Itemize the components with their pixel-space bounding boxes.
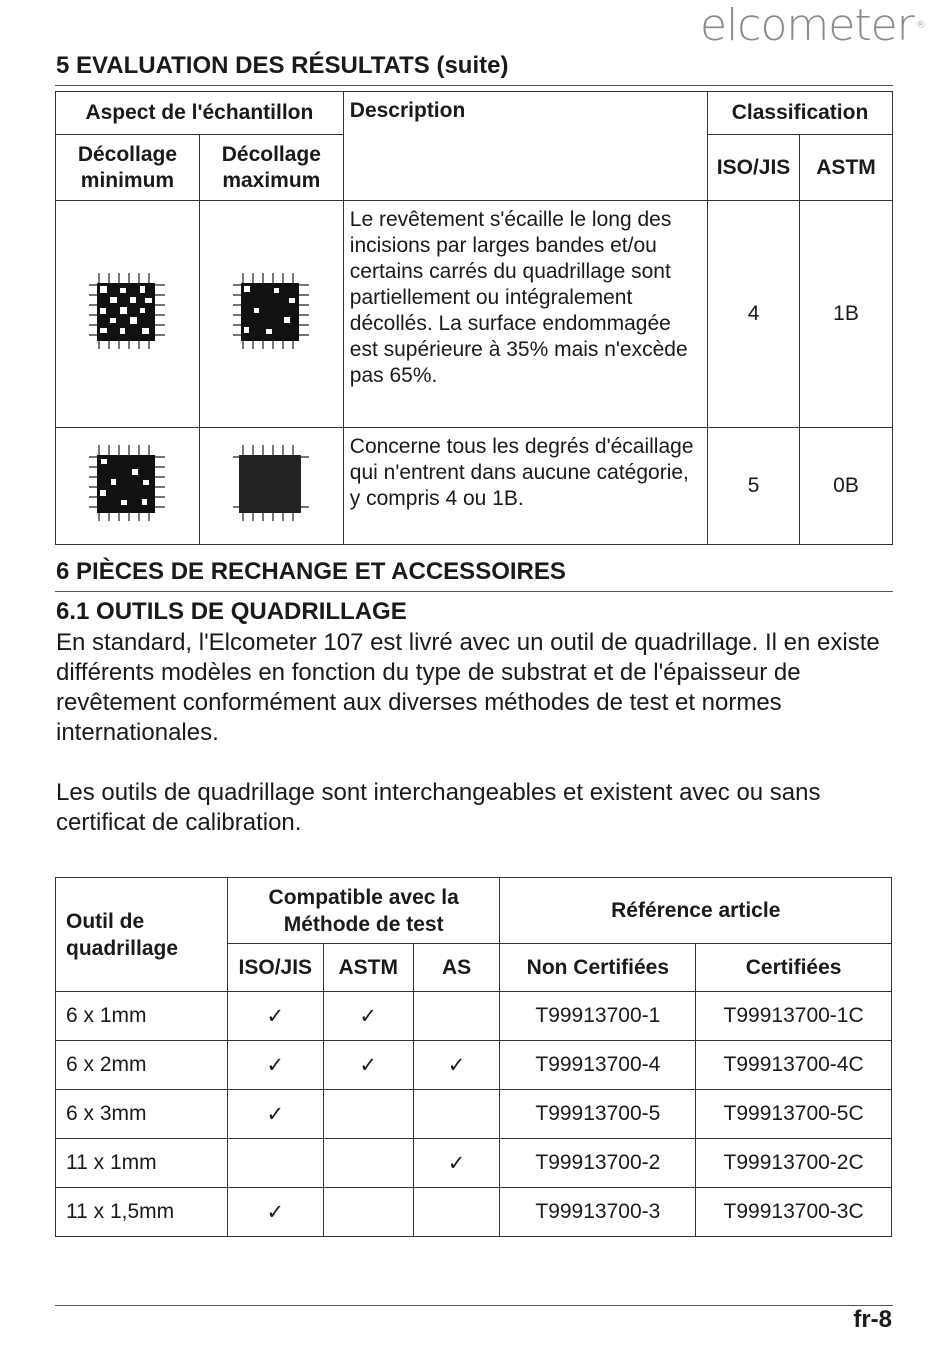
reference-header: Référence article <box>500 878 892 944</box>
intro-paragraph: En standard, l'Elcometer 107 est livré avec un outil de quadrillage. Il en existe différents modèles en fonction du type de substrat et de l'épaisseur de revêtement conformément aux diverses méthodes de test et normes internationales. <box>56 629 880 746</box>
evaluation-table <box>55 91 893 545</box>
non-certified-ref: T99913700-5 <box>500 1090 696 1139</box>
iso-check-icon: ✓ <box>227 1188 323 1237</box>
crosshatch-min-pattern-icon <box>87 443 167 523</box>
iso-jis-header: ISO/JIS <box>227 944 323 992</box>
certified-ref: T99913700-3C <box>696 1188 892 1237</box>
iso-jis-value: 4 <box>708 201 800 428</box>
description-header: Description <box>343 92 707 201</box>
certified-header: Certifiées <box>696 944 892 992</box>
certified-ref: T99913700-5C <box>696 1090 892 1139</box>
tool-size: 6 x 1mm <box>56 992 228 1041</box>
tool-size: 6 x 3mm <box>56 1090 228 1139</box>
astm-value: 1B <box>800 201 893 428</box>
tool-size: 11 x 1,5mm <box>56 1188 228 1237</box>
iso-jis-value: 5 <box>708 428 800 545</box>
description-cell: Le revêtement s'écaille le long des incisions par larges bandes et/ou certains carrés du quadrillage sont partiellement ou intégralement décollés. La surface endommagée est supérieure à 35% mais n'excède pas 65%. <box>343 201 707 428</box>
description-cell: Concerne tous les degrés d'écaillage qui n'entrent dans aucune catégorie, y compris 4 ou 1B. <box>343 428 707 545</box>
table-row <box>56 992 892 1041</box>
as-check-icon: ✓ <box>413 1041 500 1090</box>
astm-header: ASTM <box>323 944 413 992</box>
compat-header: Compatible avec la Méthode de test <box>227 878 500 944</box>
footer-divider <box>55 1305 893 1306</box>
as-check-icon: ✓ <box>413 1139 500 1188</box>
max-peel-header: Décollage maximum <box>199 135 343 201</box>
table-row <box>56 1139 892 1188</box>
astm-header: ASTM <box>800 135 893 201</box>
as-check-icon <box>413 1188 500 1237</box>
non-certified-ref: T99913700-3 <box>500 1188 696 1237</box>
crosshatch-min-pattern-icon <box>87 271 167 351</box>
sample-min-cell <box>56 201 200 428</box>
iso-check-icon: ✓ <box>227 992 323 1041</box>
iso-check-icon: ✓ <box>227 1090 323 1139</box>
certified-ref: T99913700-4C <box>696 1041 892 1090</box>
tool-size: 11 x 1mm <box>56 1139 228 1188</box>
non-certified-ref: T99913700-1 <box>500 992 696 1041</box>
astm-check-icon: ✓ <box>323 992 413 1041</box>
tool-header: Outil de quadrillage <box>56 878 228 992</box>
cross-hatch-tools-table <box>55 877 892 1237</box>
astm-check-icon <box>323 1139 413 1188</box>
table-row <box>56 1041 892 1090</box>
sample-max-cell <box>199 201 343 428</box>
min-peel-header: Décollage minimum <box>56 135 200 201</box>
aspect-header: Aspect de l'échantillon <box>56 92 344 135</box>
interchangeable-paragraph: Les outils de quadrillage sont interchangeables et existent avec ou sans certificat de calibration. <box>56 779 821 836</box>
iso-check-icon <box>227 1139 323 1188</box>
iso-jis-header: ISO/JIS <box>708 135 800 201</box>
astm-check-icon <box>323 1090 413 1139</box>
elcometer-logo: elcometer ® <box>700 0 925 51</box>
section-6-title: 6 PIÈCES DE RECHANGE ET ACCESSOIRES <box>56 558 566 585</box>
as-check-icon <box>413 992 500 1041</box>
astm-check-icon <box>323 1188 413 1237</box>
sample-min-cell <box>56 428 200 545</box>
table-row <box>56 1188 892 1237</box>
as-check-icon <box>413 1090 500 1139</box>
section-5-title: 5 EVALUATION DES RÉSULTATS (suite) <box>56 52 509 79</box>
iso-check-icon: ✓ <box>227 1041 323 1090</box>
divider <box>55 85 893 86</box>
sample-max-cell <box>199 428 343 545</box>
non-certified-ref: T99913700-4 <box>500 1041 696 1090</box>
non-certified-ref: T99913700-2 <box>500 1139 696 1188</box>
non-certified-header: Non Certifiées <box>500 944 696 992</box>
tool-size: 6 x 2mm <box>56 1041 228 1090</box>
certified-ref: T99913700-1C <box>696 992 892 1041</box>
divider <box>55 591 893 592</box>
as-header: AS <box>413 944 500 992</box>
crosshatch-fully-detached-icon <box>231 443 311 523</box>
crosshatch-max-pattern-icon <box>231 271 311 351</box>
certified-ref: T99913700-2C <box>696 1139 892 1188</box>
astm-check-icon: ✓ <box>323 1041 413 1090</box>
page-number: fr-8 <box>853 1306 892 1333</box>
subsection-6-1-title: 6.1 OUTILS DE QUADRILLAGE <box>56 598 407 625</box>
classification-header: Classification <box>708 92 893 135</box>
table-row <box>56 1090 892 1139</box>
astm-value: 0B <box>800 428 893 545</box>
